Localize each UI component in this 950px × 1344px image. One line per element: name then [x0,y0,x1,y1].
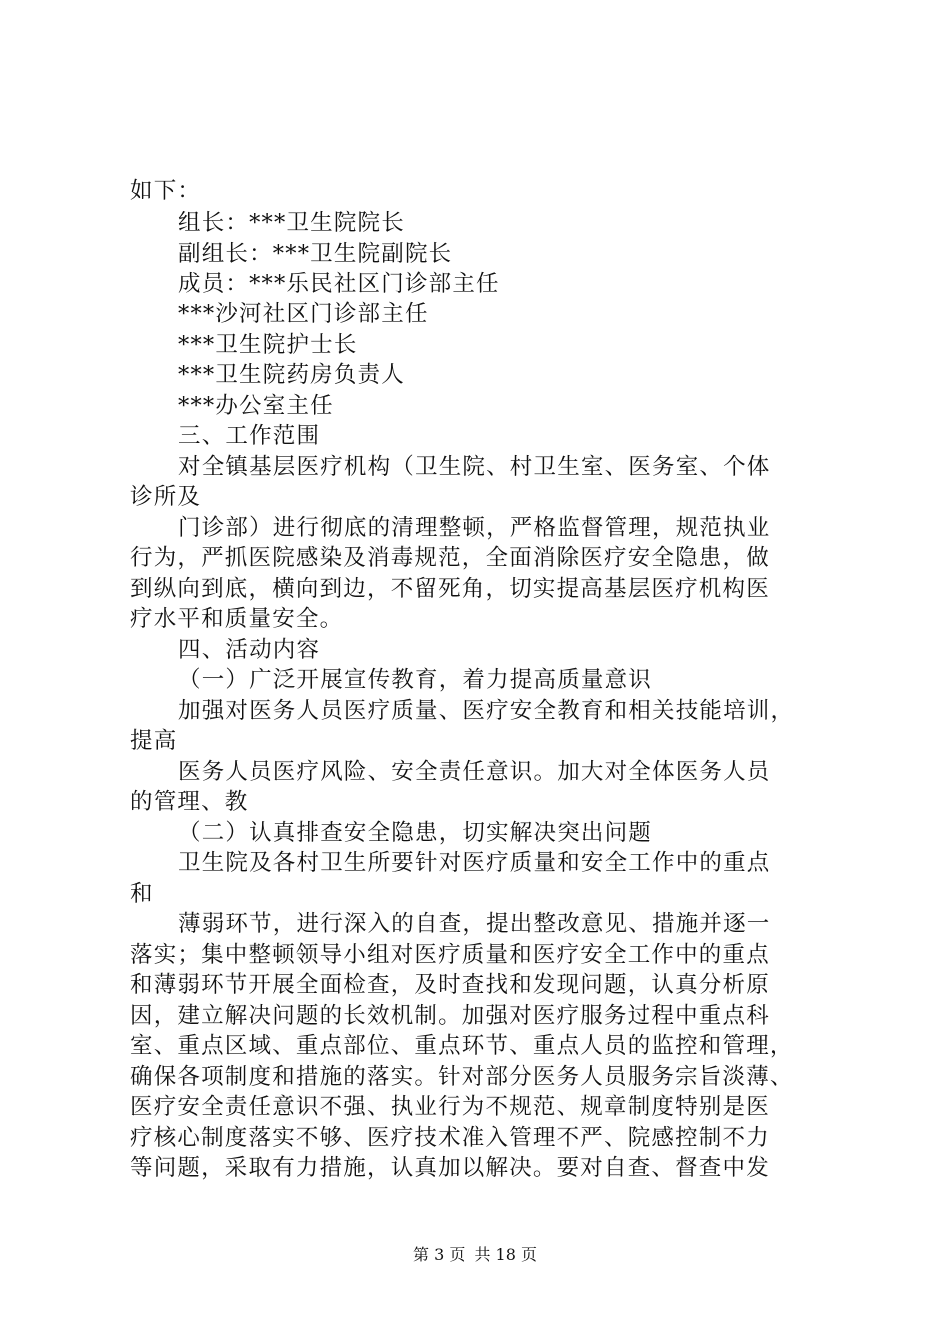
text-line: 和 [130,881,154,907]
page-total: 共 18 页 [474,1245,537,1264]
subsection-heading: （一）广泛开展宣传教育，着力提高质量意识 [178,667,653,693]
text-line: 疗水平和质量安全。 [130,606,344,632]
section-heading: 三、工作范围 [178,423,321,449]
text-line: 成员：***乐民社区门诊部主任 [178,271,500,297]
text-line: ***卫生院护士长 [178,332,358,358]
text-line: ***办公室主任 [178,393,334,419]
text-line: 和薄弱环节开展全面检查，及时查找和发现问题，认真分析原 [130,972,770,998]
text-line: 薄弱环节，进行深入的自查，提出整改意见、措施并逐一 [178,911,771,937]
text-line: 确保各项制度和措施的落实。针对部分医务人员服务宗旨淡薄、 [130,1064,794,1090]
text-line: 诊所及 [130,484,202,510]
text-line: 门诊部）进行彻底的清理整顿，严格监督管理，规范执业 [178,515,771,541]
subsection-heading: （二）认真排查安全隐患，切实解决突出问题 [178,820,653,846]
text-line: 如下： [130,178,202,204]
page-number: 第 3 页 [413,1245,466,1264]
text-line: 室、重点区域、重点部位、重点环节、重点人员的监控和管理， [130,1033,794,1059]
text-line: 的管理、教 [130,789,249,815]
text-line: 医务人员医疗风险、安全责任意识。加大对全体医务人员 [178,759,771,785]
text-line: 对全镇基层医疗机构（卫生院、村卫生室、医务室、个体 [178,454,771,480]
text-line: 到纵向到底，横向到边，不留死角，切实提高基层医疗机构医 [130,576,770,602]
text-line: 加强对医务人员医疗质量、医疗安全教育和相关技能培训， [178,698,795,724]
text-line: 组长：***卫生院院长 [178,210,405,236]
text-line: ***沙河社区门诊部主任 [178,301,429,327]
text-line: 等问题，采取有力措施，认真加以解决。要对自查、督查中发 [130,1155,770,1181]
text-line: ***卫生院药房负责人 [178,362,405,388]
text-line: 落实；集中整顿领导小组对医疗质量和医疗安全工作中的重点 [130,942,770,968]
section-heading: 四、活动内容 [178,637,321,663]
text-line: 医疗安全责任意识不强、执业行为不规范、规章制度特别是医 [130,1094,770,1120]
text-line: 行为，严抓医院感染及消毒规范，全面消除医疗安全隐患，做 [130,545,770,571]
text-line: 因，建立解决问题的长效机制。加强对医疗服务过程中重点科 [130,1003,770,1029]
text-line: 疗核心制度落实不够、医疗技术准入管理不严、院感控制不力 [130,1125,770,1151]
text-line: 提高 [130,728,178,754]
text-line: 副组长：***卫生院副院长 [178,241,453,267]
page-footer [0,1244,950,1266]
text-line: 卫生院及各村卫生所要针对医疗质量和安全工作中的重点 [178,850,771,876]
